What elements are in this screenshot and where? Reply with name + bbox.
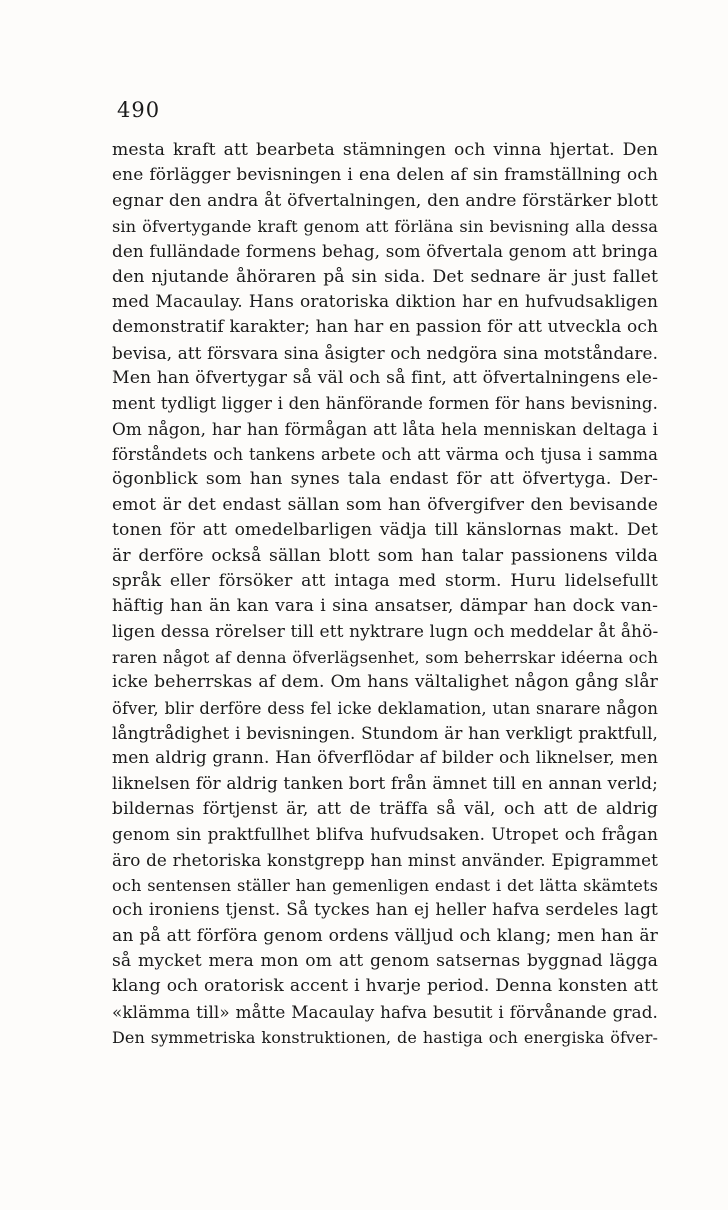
text-line: långtrådighet i bevisningen. Stundom är han verkligt praktfull, bbox=[112, 722, 658, 743]
text-line: och sentensen ställer han gemenligen endast i det lätta skämtets bbox=[112, 875, 658, 895]
text-line: den njutande åhöraren på sin sida. Det sednare är just fallet bbox=[112, 266, 658, 287]
text-line: sin öfvertygande kraft genom att förläna sin bevisning alla dessa bbox=[112, 217, 658, 237]
text-line: raren något af denna öfverlägsenhet, som beherrskar idéerna och bbox=[112, 647, 658, 667]
text-line: «klämma till» måtte Macaulay hafva besutit i förvånande grad. bbox=[112, 1001, 658, 1022]
text-line: förståndets och tankens arbete och att värma och tjusa i samma bbox=[112, 445, 658, 465]
text-line: egnar den andra åt öfvertalningen, den andre förstärker blott bbox=[112, 190, 658, 211]
text-line: så mycket mera mon om att genom satsernas byggnad lägga bbox=[112, 951, 658, 971]
text-line: ene förlägger bevisningen i ena delen af sin framställning och bbox=[112, 165, 658, 186]
text-line: tonen för att omedelbarligen vädja till känslornas makt. Det bbox=[112, 520, 658, 541]
text-line: bildernas förtjenst är, att de träffa så väl, och att de aldrig bbox=[112, 798, 658, 819]
text-line: emot är det endast sällan som han öfvergifver den bevisande bbox=[112, 494, 658, 515]
text-line: klang och oratorisk accent i hvarje period. Denna konsten att bbox=[112, 976, 658, 997]
text-line: äro de rhetoriska konstgrepp han minst använder. Epigrammet bbox=[112, 849, 658, 870]
text-line: Men han öfvertygar så väl och så fint, att öfvertalningens ele- bbox=[112, 368, 658, 389]
text-line: häftig han än kan vara i sina ansatser, dämpar han dock van- bbox=[112, 596, 658, 617]
text-line: den fulländade formens behag, som öfvertala genom att bringa bbox=[112, 241, 658, 262]
text-line: bevisa, att försvara sina åsigter och nedgöra sina motståndare. bbox=[112, 342, 658, 363]
text-line: ment tydligt ligger i den hänförande formen för hans bevisning. bbox=[112, 394, 658, 414]
text-line: an på att förföra genom ordens välljud och klang; men han är bbox=[112, 925, 658, 946]
text-line: Om någon, har han förmågan att låta hela menniskan deltaga i bbox=[112, 418, 658, 439]
text-line: är derföre också sällan blott som han talar passionens vilda bbox=[112, 545, 658, 566]
text-line: liknelsen för aldrig tanken bort från ämnet till en annan verld; bbox=[112, 773, 658, 794]
text-line: språk eller försöker att intaga med storm. Huru lidelsefullt bbox=[112, 570, 658, 591]
text-line: öfver, blir derföre dess fel icke deklamation, utan snarare någon bbox=[112, 698, 658, 718]
text-line: ögonblick som han synes tala endast för att öfvertyga. Der- bbox=[112, 469, 658, 490]
text-line: demonstratif karakter; han har en passion för att utveckla och bbox=[112, 317, 658, 338]
page-number: 490 bbox=[117, 98, 161, 122]
text-line: genom sin praktfullhet blifva hufvudsaken. Utropet och frågan bbox=[112, 824, 658, 845]
text-line: men aldrig grann. Han öfverflödar af bilder och liknelser, men bbox=[112, 748, 658, 769]
text-line: icke beherrskas af dem. Om hans vältalighet någon gång slår bbox=[112, 672, 658, 693]
text-line: Den symmetriska konstruktionen, de hastiga och energiska öfver- bbox=[112, 1028, 658, 1048]
text-line: mesta kraft att bearbeta stämningen och vinna hjertat. Den bbox=[112, 140, 658, 160]
text-line: och ironiens tjenst. Så tyckes han ej heller hafva serdeles lagt bbox=[112, 900, 658, 921]
text-line: med Macaulay. Hans oratoriska diktion har en hufvudsakligen bbox=[112, 292, 658, 313]
text-line: ligen dessa rörelser till ett nyktrare lugn och meddelar åt åhö- bbox=[112, 621, 659, 642]
body-text bbox=[112, 138, 658, 1050]
